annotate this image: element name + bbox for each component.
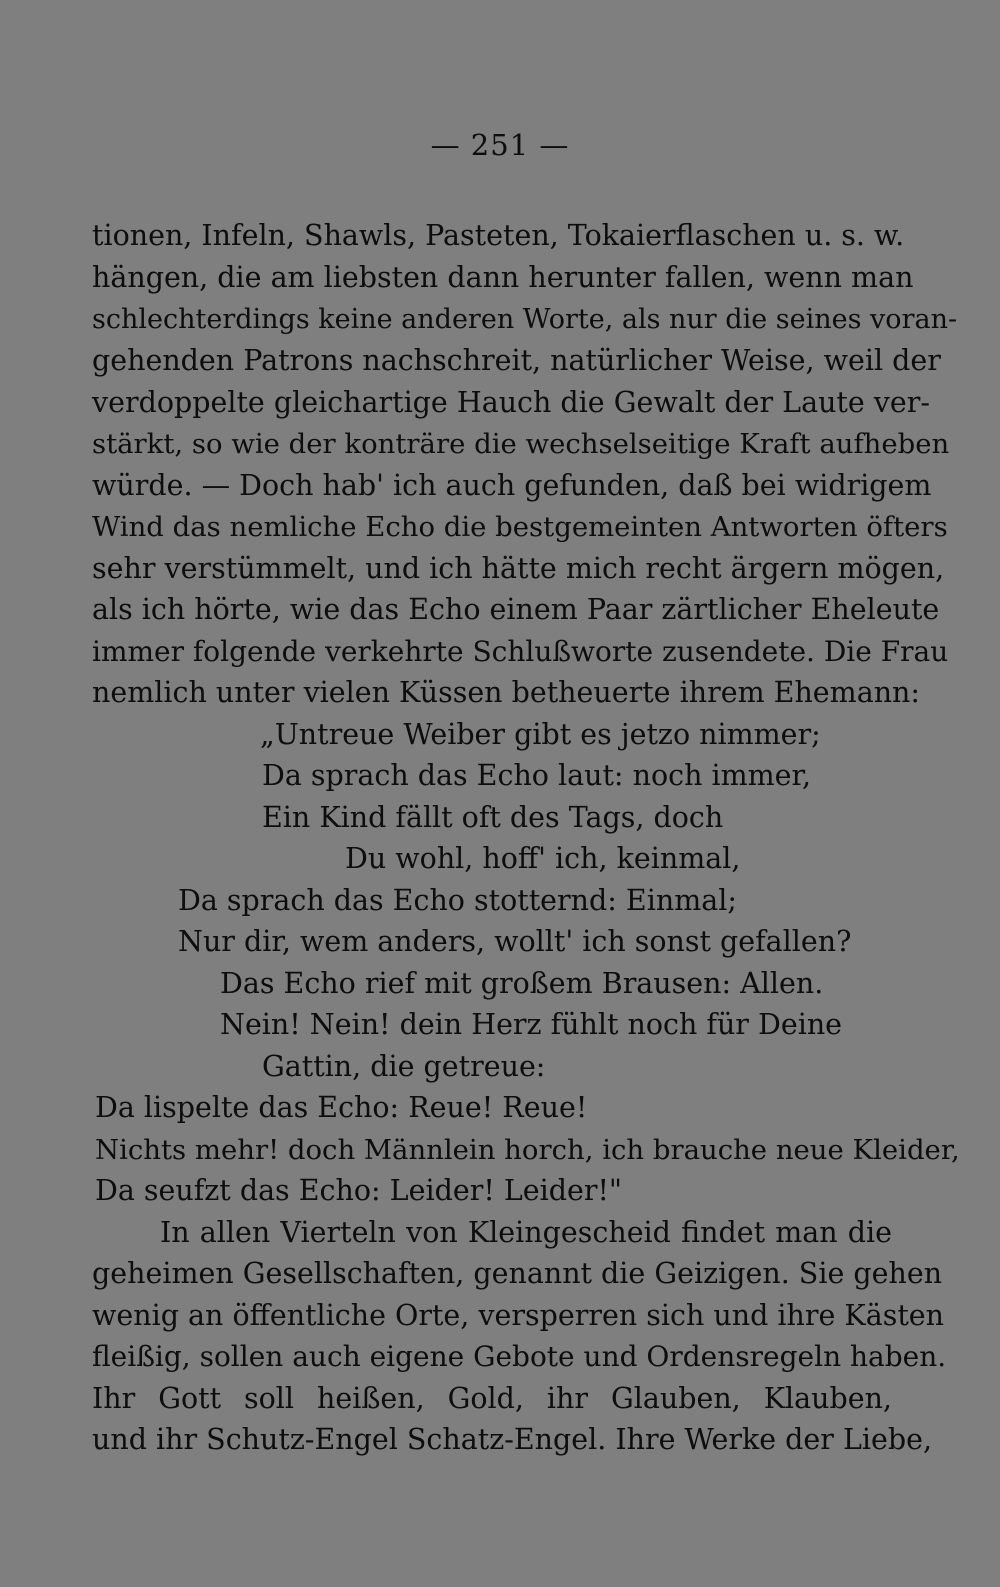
text-line: hängen, die am liebsten dann herunter fallen, wenn man <box>92 261 914 294</box>
page-number: — 251 — <box>430 128 570 162</box>
text-line: immer folgende verkehrte Schlußworte zusendete. Die Frau <box>92 635 949 668</box>
verse-line: Gattin, die getreue: <box>262 1050 546 1083</box>
text-line: verdoppelte gleichartige Hauch die Gewalt der Laute ver- <box>92 386 931 419</box>
verse-line: Du wohl, hoff' ich, keinmal, <box>345 842 741 875</box>
text-line: tionen, Infeln, Shawls, Pasteten, Tokaierflaschen u. s. w. <box>92 219 905 252</box>
text-line: geheimen Gesellschaften, genannt die Geizigen. Sie gehen <box>92 1257 943 1290</box>
text-line: Wind das nemliche Echo die bestgemeinten Antworten öfters <box>92 511 948 543</box>
text-line: und ihr Schutz-Engel Schatz-Engel. Ihre Werke der Liebe, <box>92 1423 933 1456</box>
verse-line: Da lispelte das Echo: Reue! Reue! <box>95 1091 588 1124</box>
text-line: Ihr Gott soll heißen, Gold, ihr Glauben, Klauben, <box>92 1382 892 1415</box>
verse-line: Das Echo rief mit großem Brausen: Allen. <box>220 967 824 1000</box>
text-line: wenig an öffentliche Orte, versperren sich und ihre Kästen <box>92 1299 945 1332</box>
text-line: als ich hörte, wie das Echo einem Paar zärtlicher Eheleute <box>92 593 940 626</box>
verse-line: Nichts mehr! doch Männlein horch, ich brauche neue Kleider, <box>95 1134 960 1166</box>
verse-line: Da sprach das Echo laut: noch immer, <box>262 759 812 792</box>
text-line: schlechterdings keine anderen Worte, als nur die seines voran- <box>92 304 958 335</box>
text-line: stärkt, so wie der konträre die wechselseitige Kraft aufheben <box>92 428 950 460</box>
verse-line: Nein! Nein! dein Herz fühlt noch für Deine <box>220 1008 843 1041</box>
text-line: In allen Vierteln von Kleingescheid findet man die <box>160 1216 892 1249</box>
verse-line: Ein Kind fällt oft des Tags, doch <box>262 801 724 834</box>
verse-line: Da seufzt das Echo: Leider! Leider!" <box>95 1174 623 1207</box>
text-line: fleißig, sollen auch eigene Gebote und Ordensregeln haben. <box>92 1340 947 1373</box>
text-line: gehenden Patrons nachschreit, natürlicher Weise, weil der <box>92 344 941 377</box>
verse-line: „Untreue Weiber gibt es jetzo nimmer; <box>260 718 821 751</box>
verse-line: Nur dir, wem anders, wollt' ich sonst gefallen? <box>178 925 852 958</box>
verse-line: Da sprach das Echo stotternd: Einmal; <box>178 884 737 917</box>
text-line: würde. — Doch hab' ich auch gefunden, daß bei widrigem <box>92 469 932 502</box>
text-line: nemlich unter vielen Küssen betheuerte ihrem Ehemann: <box>92 676 921 709</box>
text-line: sehr verstümmelt, und ich hätte mich recht ärgern mögen, <box>92 552 945 585</box>
